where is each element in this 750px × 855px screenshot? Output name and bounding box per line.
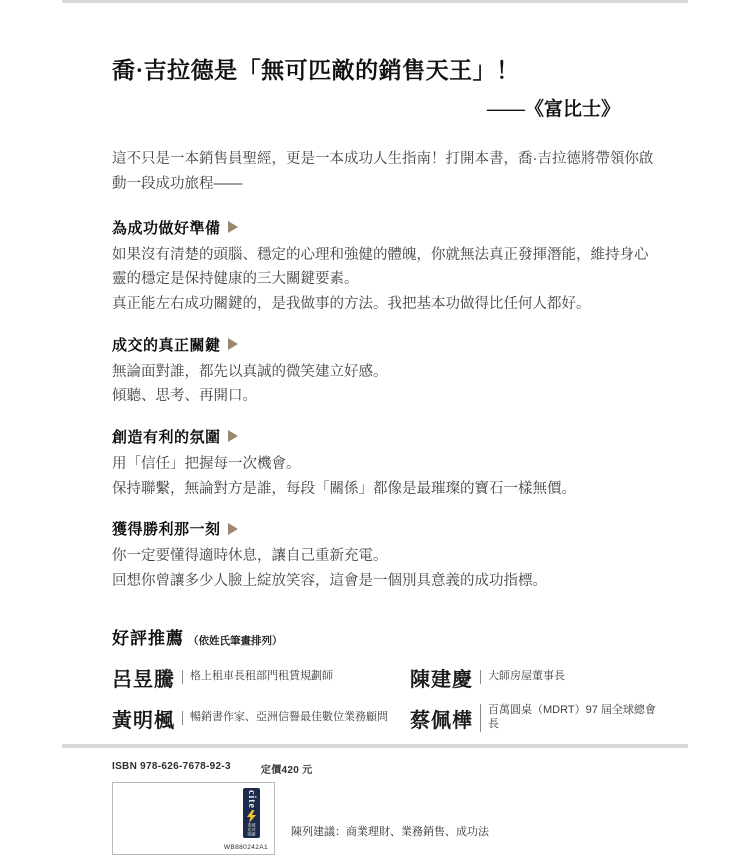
endorsement-note: （依姓氏筆畫排列） xyxy=(188,634,283,647)
section-heading: 創造有利的氛圍 xyxy=(112,428,221,446)
endorser xyxy=(410,663,660,692)
endorsement-header xyxy=(112,624,660,649)
section-heading-row xyxy=(112,217,660,238)
section-line: 傾聽、思考、再開口。 xyxy=(112,388,257,405)
cite-logo-small-text: 城邦讀書花園 xyxy=(247,822,257,837)
section-line: 真正能左右成功關鍵的，是我做事的方法。我把基本功做得比任何人都好。 xyxy=(112,296,591,313)
section-heading: 獲得勝利那一刻 xyxy=(112,521,221,539)
triangle-arrow-icon xyxy=(228,221,238,233)
endorser-title: 格上租車長租部門租賃規劃師 xyxy=(182,670,333,684)
endorsement-list xyxy=(112,663,660,733)
endorser xyxy=(410,704,660,733)
isbn-text: ISBN 978-626-7678-92-3 xyxy=(112,760,231,772)
section-atmosphere xyxy=(112,426,660,501)
product-code: WB880242A1 xyxy=(223,843,268,851)
section-closing xyxy=(112,334,660,409)
cover-footer xyxy=(112,761,660,855)
endorser xyxy=(112,663,410,692)
cite-publisher-logo xyxy=(243,788,260,838)
section-heading-row xyxy=(112,426,660,447)
endorser-name: 呂昱騰 xyxy=(112,668,175,691)
endorser xyxy=(112,704,410,733)
section-victory xyxy=(112,518,660,593)
lightning-bolt-icon xyxy=(247,810,256,823)
cite-logo-text: cite xyxy=(246,789,257,809)
isbn-row xyxy=(112,761,660,776)
section-line: 你一定要懂得適時休息，讓自己重新充電。 xyxy=(112,548,388,565)
section-heading: 成交的真正關鍵 xyxy=(112,336,221,354)
section-prepare xyxy=(112,217,660,317)
section-line: 無論面對誰，都先以真誠的微笑建立好感。 xyxy=(112,363,388,380)
section-line: 如果沒有清楚的頭腦、穩定的心理和強健的體魄，你就無法真正發揮潛能，維持身心靈的穩定是保持健康的三大關鍵要素。 xyxy=(112,246,649,288)
barcode-box xyxy=(112,782,275,855)
endorser-title: 暢銷書作家、亞洲信譽最佳數位業務顧問 xyxy=(182,711,388,725)
triangle-arrow-icon xyxy=(228,430,238,442)
intro-paragraph: 這不只是一本銷售員聖經，更是一本成功人生指南！打開本書，喬·吉拉德將帶領你啟動一段成功旅程—— xyxy=(112,150,654,192)
price-text: 定價420 元 xyxy=(260,764,313,776)
triangle-arrow-icon xyxy=(228,523,238,535)
quote-attribution: ——《富比士》 xyxy=(486,98,620,120)
endorsement-title: 好評推薦 xyxy=(112,628,184,648)
section-line: 保持聯繫，無論對方是誰，每段「關係」都像是最璀璨的寶石一樣無價。 xyxy=(112,480,576,497)
section-heading: 為成功做好準備 xyxy=(112,219,221,237)
endorser-title: 大師房屋董事長 xyxy=(480,670,565,684)
endorser-name: 陳建慶 xyxy=(410,668,473,691)
footer-bottom xyxy=(112,782,660,855)
endorser-name: 黃明楓 xyxy=(112,709,175,732)
section-heading-row xyxy=(112,518,660,539)
endorser-name: 蔡佩樺 xyxy=(410,709,473,732)
quote-headline: 喬·吉拉德是「無可匹敵的銷售天王」！ xyxy=(112,58,520,83)
triangle-arrow-icon xyxy=(228,338,238,350)
shelving-suggestion: 陳列建議：商業理財、業務銷售、成功法 xyxy=(291,825,489,838)
section-line: 回想你曾讓多少人臉上綻放笑容，這會是一個別具意義的成功指標。 xyxy=(112,572,547,589)
section-heading-row xyxy=(112,334,660,355)
endorser-title: 百萬圓桌（MDRT）97 屆全球總會長 xyxy=(480,704,660,732)
cover-content xyxy=(112,56,660,855)
section-line: 用「信任」把握每一次機會。 xyxy=(112,455,301,472)
page-top-edge xyxy=(62,0,688,3)
page-bottom-edge xyxy=(62,744,688,748)
